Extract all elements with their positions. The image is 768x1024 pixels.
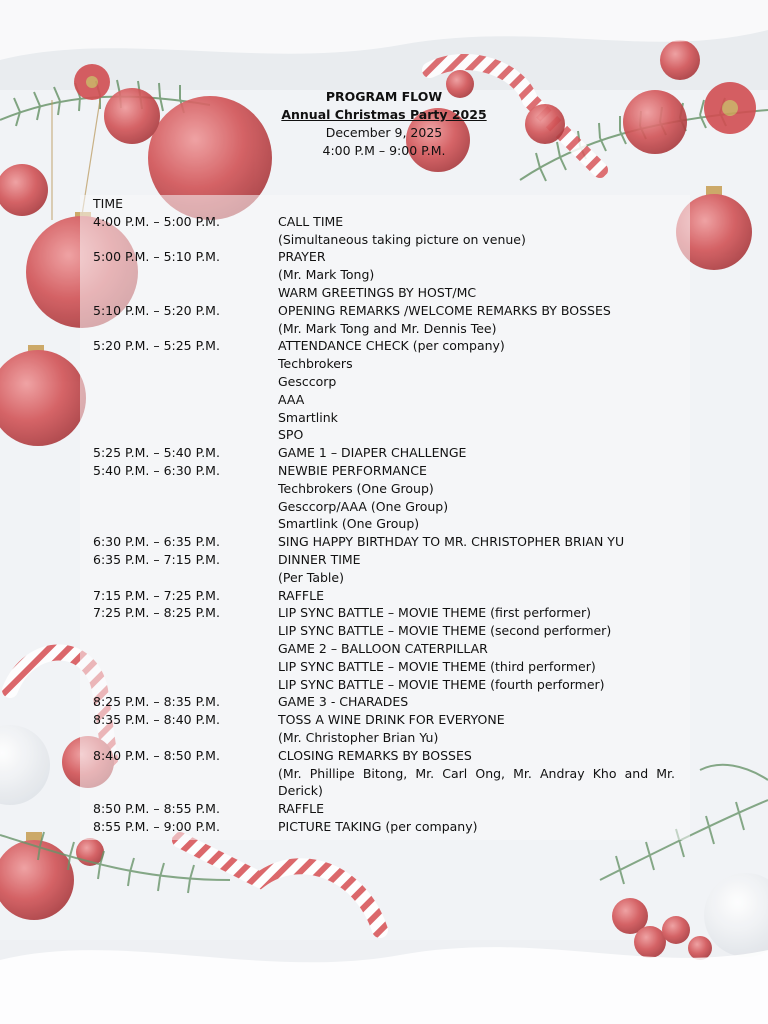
schedule-activities xyxy=(278,551,675,587)
schedule-activity: RAFFLE xyxy=(278,587,324,603)
schedule-activities xyxy=(278,213,675,249)
schedule-row xyxy=(93,818,675,836)
schedule-activity: (Mr. Phillipe Bitong, Mr. Carl Ong, Mr. Andray Kho and Mr. Derick) xyxy=(278,765,675,799)
schedule-activity: LIP SYNC BATTLE – MOVIE THEME (third performer) xyxy=(278,658,596,674)
schedule-activities xyxy=(278,711,675,747)
schedule-time: 8:40 P.M. – 8:50 P.M. xyxy=(93,747,220,763)
schedule-activities xyxy=(278,248,675,301)
schedule-activity: Smartlink xyxy=(278,409,338,425)
schedule-row xyxy=(93,800,675,818)
schedule-activity: PRAYER xyxy=(278,249,326,265)
document-header xyxy=(0,88,768,160)
schedule-time: 6:30 P.M. – 6:35 P.M. xyxy=(93,534,220,550)
schedule-time: 8:35 P.M. – 8:40 P.M. xyxy=(93,712,220,728)
event-date: December 9, 2025 xyxy=(325,125,443,140)
schedule-activity: Techbrokers xyxy=(278,356,353,372)
schedule-row xyxy=(93,302,675,338)
schedule-time: 7:25 P.M. – 8:25 P.M. xyxy=(93,605,220,621)
schedule-activity: TOSS A WINE DRINK FOR EVERYONE xyxy=(278,712,505,728)
ornament-icon xyxy=(660,40,700,80)
schedule-activity: (Mr. Christopher Brian Yu) xyxy=(278,729,439,745)
schedule-activities xyxy=(278,337,675,444)
schedule-activity: (Simultaneous taking picture on venue) xyxy=(278,231,526,247)
schedule-activity: OPENING REMARKS /WELCOME REMARKS BY BOSSES xyxy=(278,302,611,318)
schedule-activities xyxy=(278,533,675,551)
schedule-activities xyxy=(278,587,675,605)
schedule-activities xyxy=(278,462,675,533)
schedule-activity: GAME 3 - CHARADES xyxy=(278,694,409,710)
berry-icon xyxy=(662,916,690,944)
schedule-row xyxy=(93,711,675,747)
berry-icon xyxy=(634,926,666,958)
schedule-activity: RAFFLE xyxy=(278,801,324,817)
schedule-activity: Techbrokers (One Group) xyxy=(278,480,434,496)
schedule-activity: Smartlink (One Group) xyxy=(278,516,420,532)
schedule-activity: PICTURE TAKING (per company) xyxy=(278,818,478,834)
schedule-row xyxy=(93,248,675,301)
schedule-row xyxy=(93,337,675,444)
schedule-row xyxy=(93,444,675,462)
schedule-time: 5:25 P.M. – 5:40 P.M. xyxy=(93,445,220,461)
schedule-activity: (Mr. Mark Tong) xyxy=(278,267,375,283)
schedule-time: 8:25 P.M. – 8:35 P.M. xyxy=(93,694,220,710)
schedule-activity: DINNER TIME xyxy=(278,551,361,567)
time-column-heading: TIME xyxy=(93,196,124,211)
schedule-activity: ATTENDANCE CHECK (per company) xyxy=(278,338,505,354)
schedule-time: 7:15 P.M. – 7:25 P.M. xyxy=(93,587,220,603)
schedule-activities xyxy=(278,693,675,711)
schedule-activity: (Per Table) xyxy=(278,569,344,585)
schedule-activities xyxy=(278,747,675,800)
event-time-range: 4:00 P.M – 9:00 P.M. xyxy=(322,143,446,158)
event-name: Annual Christmas Party 2025 xyxy=(281,107,487,122)
schedule-activities xyxy=(278,302,675,338)
schedule-row xyxy=(93,533,675,551)
schedule-activity: Gesccorp xyxy=(278,373,337,389)
document-title: PROGRAM FLOW xyxy=(325,89,443,104)
schedule-activity: SPO xyxy=(278,427,304,443)
schedule-activity: CALL TIME xyxy=(278,213,344,229)
schedule-time: 5:10 P.M. – 5:20 P.M. xyxy=(93,302,220,318)
schedule-time: 8:50 P.M. – 8:55 P.M. xyxy=(93,801,220,817)
schedule-activity: Gesccorp/AAA (One Group) xyxy=(278,498,449,514)
schedule-time: 5:20 P.M. – 5:25 P.M. xyxy=(93,338,220,354)
schedule-time: 5:00 P.M. – 5:10 P.M. xyxy=(93,249,220,265)
schedule-activity: LIP SYNC BATTLE – MOVIE THEME (second performer) xyxy=(278,623,612,639)
schedule-activity: LIP SYNC BATTLE – MOVIE THEME (first performer) xyxy=(278,605,592,621)
schedule-activity: AAA xyxy=(278,391,305,407)
schedule-activities xyxy=(278,444,675,462)
schedule-row xyxy=(93,587,675,605)
schedule-time: 4:00 P.M. – 5:00 P.M. xyxy=(93,213,220,229)
schedule-activity: GAME 1 – DIAPER CHALLENGE xyxy=(278,445,467,461)
schedule-activity: CLOSING REMARKS BY BOSSES xyxy=(278,747,472,763)
schedule-row xyxy=(93,551,675,587)
schedule-activity: NEWBIE PERFORMANCE xyxy=(278,462,427,478)
schedule-row xyxy=(93,604,675,693)
schedule-row xyxy=(93,693,675,711)
schedule-activities xyxy=(278,604,675,693)
schedule-time: 6:35 P.M. – 7:15 P.M. xyxy=(93,551,220,567)
schedule-time: 8:55 P.M. – 9:00 P.M. xyxy=(93,818,220,834)
schedule-activity: (Mr. Mark Tong and Mr. Dennis Tee) xyxy=(278,320,497,336)
schedule-time: 5:40 P.M. – 6:30 P.M. xyxy=(93,462,220,478)
schedule-activities xyxy=(278,800,675,818)
schedule-row xyxy=(93,462,675,533)
schedule-row xyxy=(93,747,675,800)
schedule-activity: GAME 2 – BALLOON CATERPILLAR xyxy=(278,640,488,656)
schedule-row xyxy=(93,213,675,249)
schedule-activity: WARM GREETINGS BY HOST/MC xyxy=(278,284,477,300)
schedule-activity: LIP SYNC BATTLE – MOVIE THEME (fourth performer) xyxy=(278,676,605,692)
berry-icon xyxy=(688,936,712,960)
schedule-activities xyxy=(278,818,675,836)
program-schedule xyxy=(93,195,675,836)
schedule-activity: SING HAPPY BIRTHDAY TO MR. CHRISTOPHER BRIAN YU xyxy=(278,534,625,550)
